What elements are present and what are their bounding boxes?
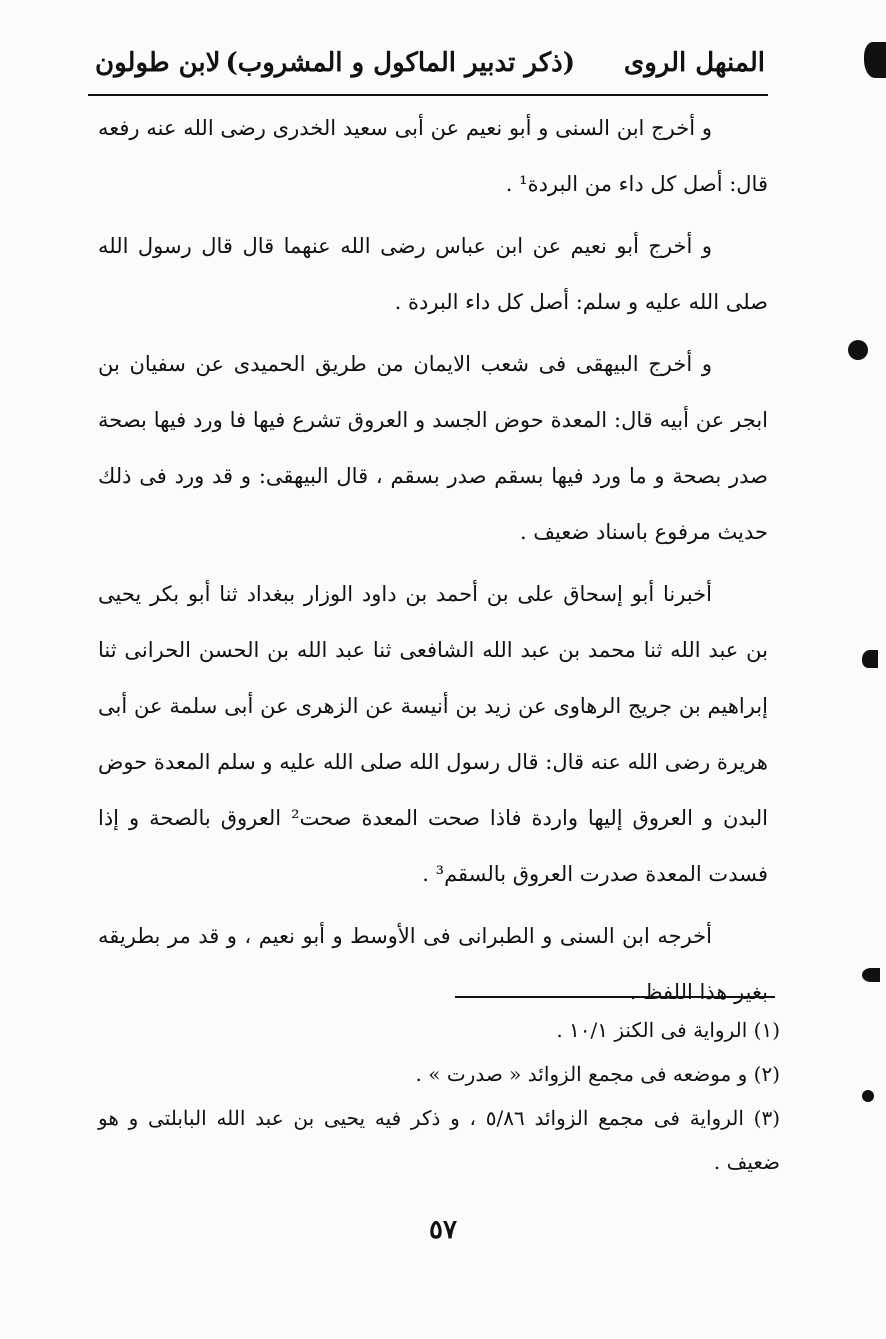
footnote: (١) الرواية فى الكنز ١٠/١ . — [556, 1018, 780, 1042]
scan-edge-mark — [862, 650, 878, 668]
running-header — [95, 40, 765, 92]
paragraph: و أخرج البيهقى فى شعب الايمان من طريق الحميدى عن سفيان بن ابجر عن أبيه قال: المعدة حوض الجسد و العروق تشرع فيها فا ورد فيها بصحة صدر بصحة و ما ورد فيها بسقم صدر بسقم ، قال البيهقى: و قد ورد فى ذلك حديث مرفوع باسناد ضعيف . — [98, 352, 768, 544]
book-title: المنهل الروى — [623, 48, 765, 78]
scan-edge-mark — [864, 42, 886, 78]
paragraph: و أخرج ابن السنى و أبو نعيم عن أبى سعيد الخدرى رضى الله عنه رفعه قال: أصل كل داء من البردة¹ . — [98, 116, 768, 196]
paragraph: أخبرنا أبو إسحاق على بن أحمد بن داود الوزار ببغداد ثنا أبو بكر يحيى بن عبد الله ثنا محمد بن عبد الله الشافعى ثنا عبد الله بن الحسن الحرانى ثنا إبراهيم بن جريج الرهاوى عن زيد بن أنيسة عن الزهرى عن أبى سلمة عن أبى هريرة رضى الله عنه قال: قال رسول الله صلى الله عليه و سلم المعدة حوض البدن و العروق إليها واردة فاذا صحت المعدة صحت² العروق بالصحة و إذا فسدت المعدة صدرت العروق بالسقم³ . — [98, 582, 768, 886]
section-title: (ذكر تدبير الماكول و المشروب) — [225, 48, 575, 78]
footnotes — [98, 1008, 780, 1184]
footnote-divider — [455, 996, 775, 998]
paragraph: أخرجه ابن السنى و الطبرانى فى الأوسط و أبو نعيم ، و قد مر بطريقه بغير هذا اللفظ . — [98, 924, 768, 1004]
header-divider — [88, 94, 768, 96]
scan-edge-mark — [862, 1090, 874, 1102]
scan-edge-mark — [862, 968, 880, 982]
scan-edge-mark — [848, 340, 868, 360]
footnote: (٢) و موضعه فى مجمع الزوائد « صدرت » . — [415, 1062, 780, 1086]
paragraph: و أخرج أبو نعيم عن ابن عباس رضى الله عنهما قال قال رسول الله صلى الله عليه و سلم: أصل كل داء البردة . — [98, 234, 768, 314]
footnote: (٣) الرواية فى مجمع الزوائد ٥/٨٦ ، و ذكر فيه يحيى بن عبد الله البابلتى و هو ضعيف . — [98, 1106, 781, 1174]
main-text — [98, 100, 768, 1026]
author-name: لابن طولون — [95, 48, 221, 78]
page-number: ٥٧ — [429, 1215, 457, 1245]
